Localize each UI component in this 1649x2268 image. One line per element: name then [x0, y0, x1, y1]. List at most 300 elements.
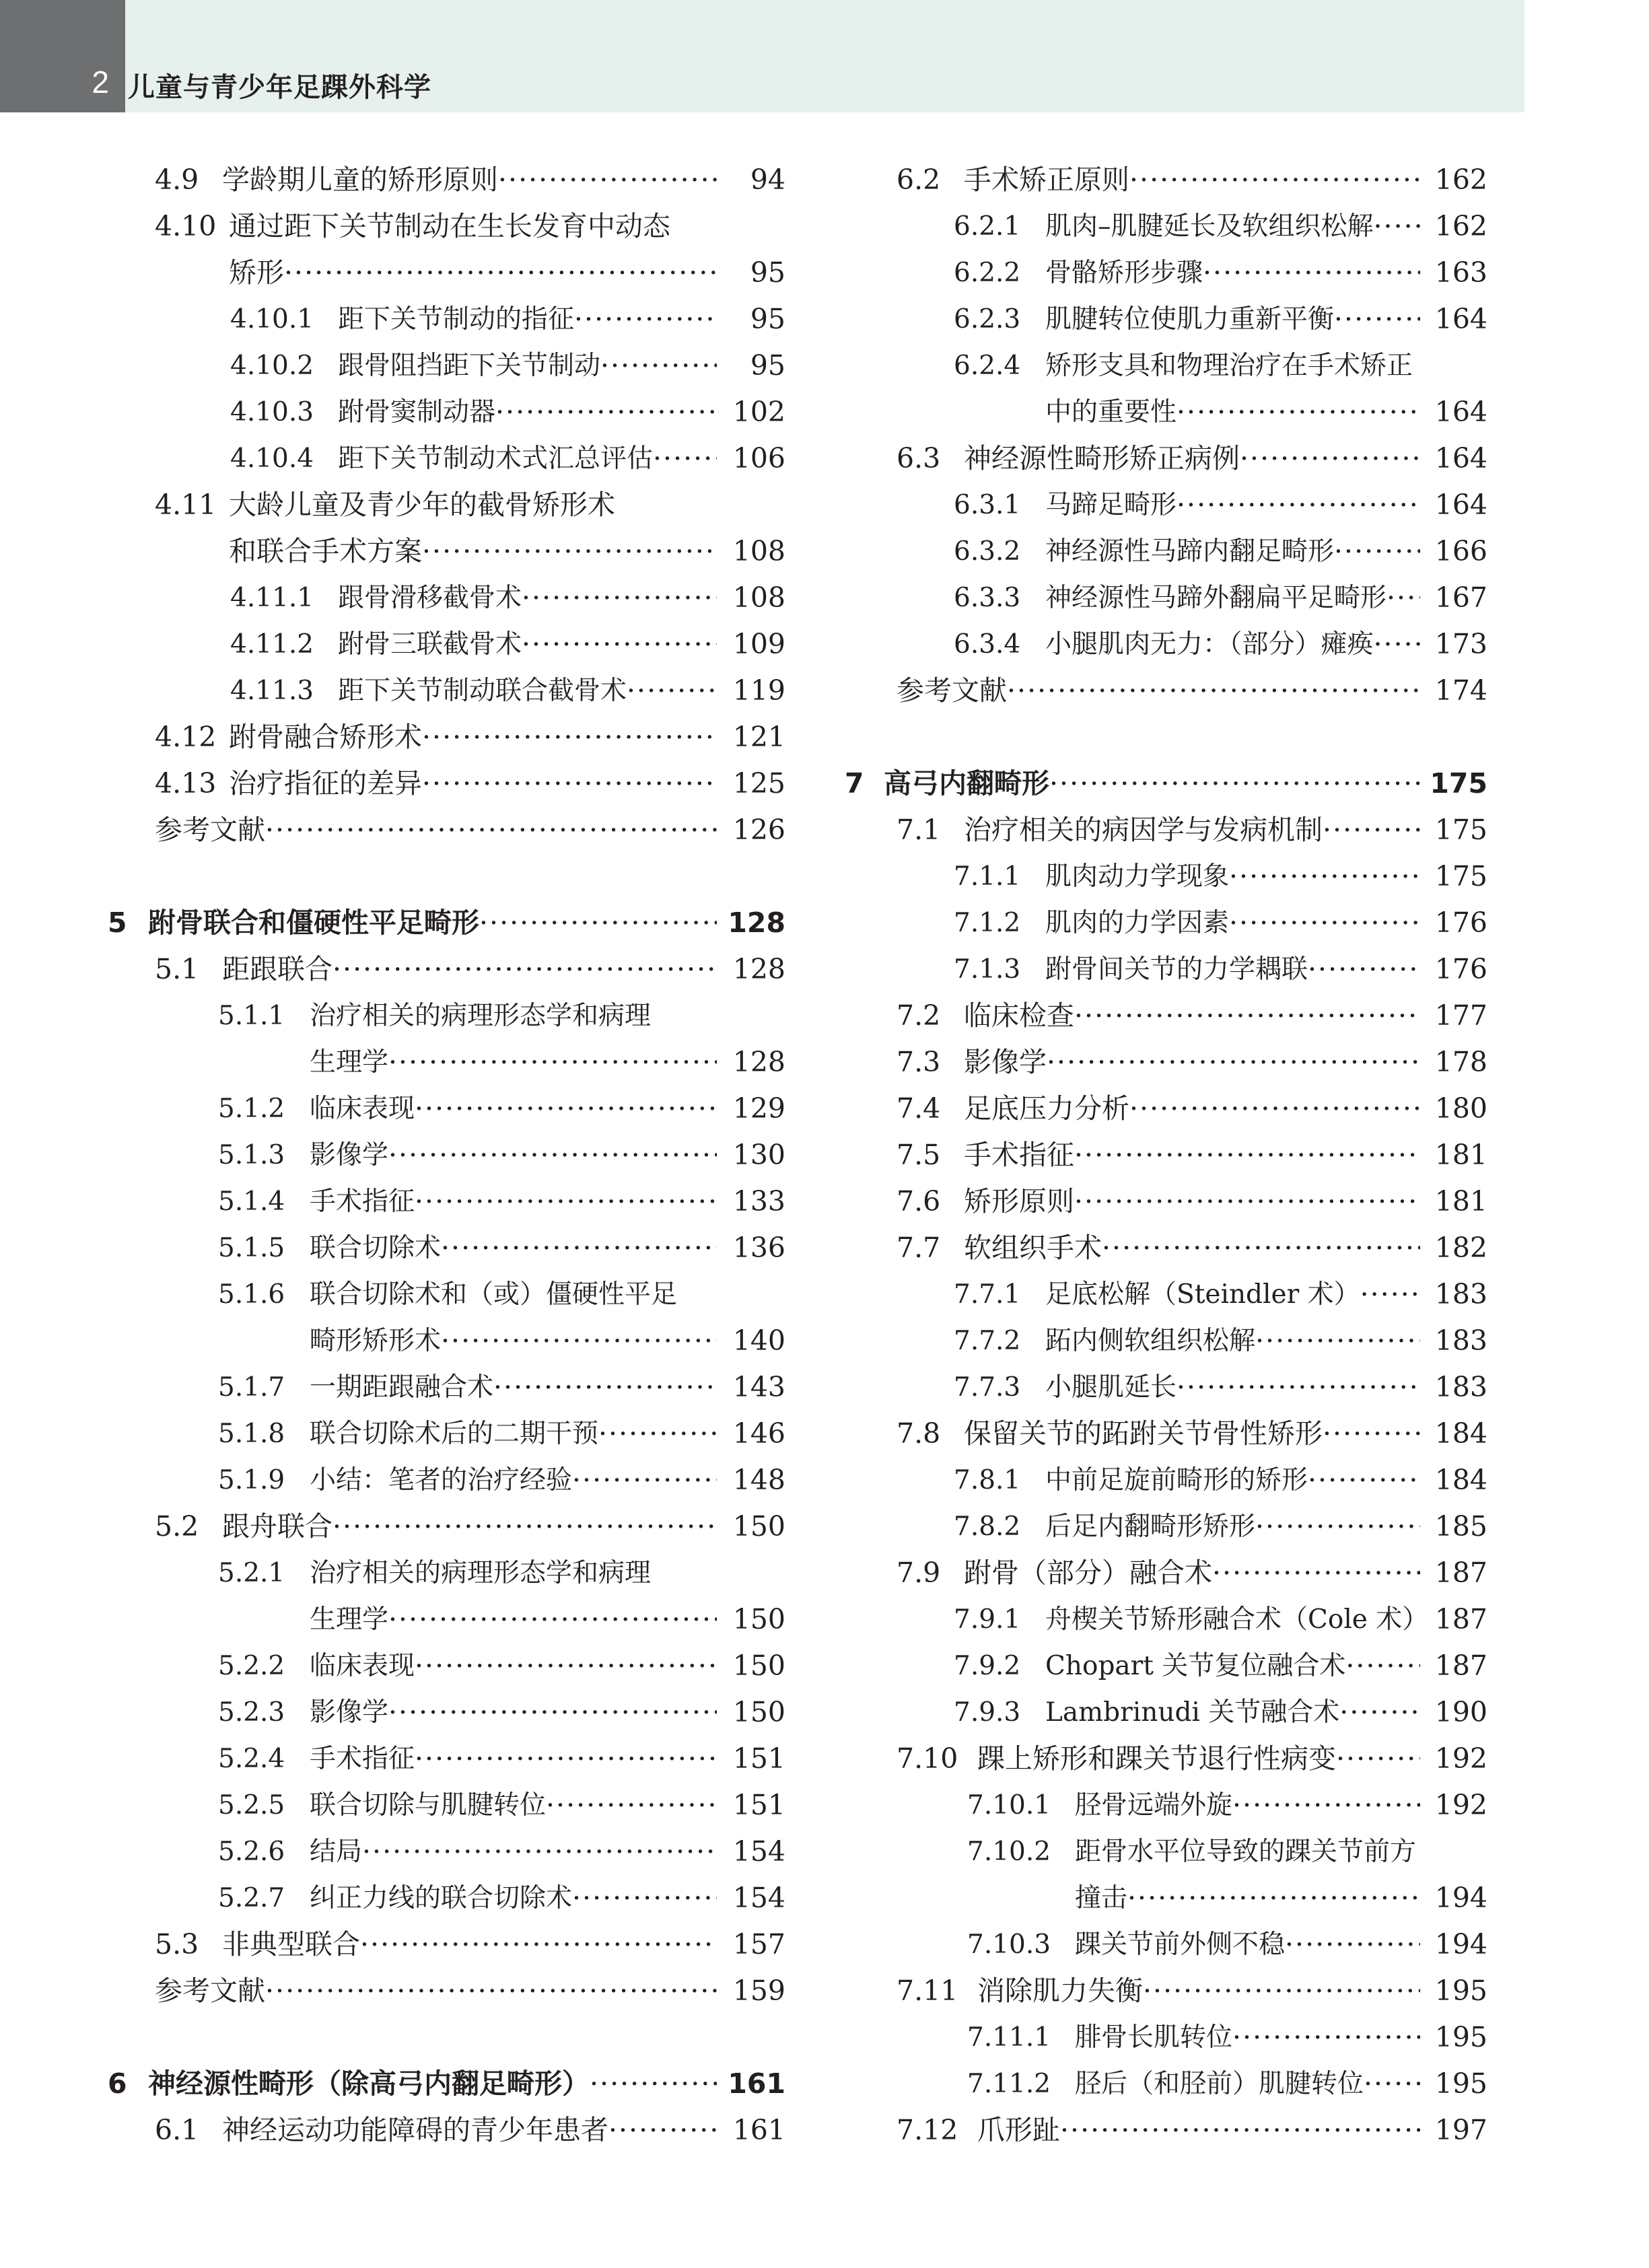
toc-entry-number: 6 [108, 2067, 127, 2100]
toc-entry-page: 121 [732, 721, 785, 753]
toc-entry-title: 生理学 [310, 1604, 389, 1635]
toc-entry [851, 157, 1491, 203]
toc-entry-title-row [229, 760, 717, 807]
toc-entry-page: 143 [732, 1371, 785, 1403]
toc-entry-page: 175 [1434, 860, 1487, 892]
toc-entry [851, 807, 1491, 853]
toc-entry-title-row [964, 1086, 1420, 1132]
toc-entry-title: 参考文献 [155, 1975, 265, 2007]
toc-entry-title-row [964, 1178, 1420, 1225]
toc-entry-title: 大龄儿童及青少年的截骨矫形术 [229, 489, 615, 521]
toc-entry-number: 7.1 [897, 814, 941, 846]
toc-entry-number: 7.10.2 [967, 1837, 1051, 1867]
dot-leader [1232, 2014, 1420, 2061]
toc-entry [114, 1875, 787, 1921]
toc-entry-title: 跗骨三联截骨术 [338, 629, 522, 660]
toc-entry-page: 194 [1434, 1882, 1487, 1914]
toc-entry-number: 7.7.2 [954, 1326, 1021, 1356]
toc-entry-title-row [310, 1225, 717, 1271]
toc-entry-number: 7.10.3 [967, 1929, 1051, 1960]
toc-entry-number: 7.11.2 [967, 2069, 1051, 2099]
dot-leader [572, 1875, 717, 1921]
toc-entry-number: 4.10.4 [230, 444, 314, 474]
toc-entry-page: 180 [1434, 1092, 1487, 1125]
toc-entry-title: 马蹄足畸形 [1045, 490, 1177, 520]
toc-entry-title-row [964, 1411, 1420, 1457]
toc-entry [851, 621, 1491, 668]
toc-entry-title: 后足内翻畸形矫形 [1045, 1512, 1256, 1542]
toc-entry [114, 714, 787, 760]
toc-entry-title-row [310, 1178, 717, 1225]
dot-leader [572, 1457, 717, 1503]
toc-entry-title: 跟骨滑移截骨术 [338, 583, 522, 613]
toc-entry [851, 900, 1491, 946]
dot-leader [1177, 1364, 1420, 1411]
toc-entry-number: 5.1.7 [218, 1372, 285, 1403]
toc-entry [851, 343, 1491, 389]
toc-entry [851, 1921, 1491, 1968]
toc-entry-title-row [964, 807, 1420, 853]
toc-entry-page: 102 [732, 396, 785, 428]
dot-leader [388, 1039, 717, 1086]
toc-entry-page: 162 [1434, 210, 1487, 242]
toc-entry-title: 治疗指征的差异 [229, 767, 422, 800]
toc-entry [851, 250, 1491, 296]
toc-entry-title-row [1045, 1364, 1420, 1411]
toc-entry-number: 4.11 [155, 489, 217, 521]
toc-entry-title: 影像学 [964, 1046, 1047, 1078]
toc-entry-title-row [1045, 1596, 1429, 1643]
toc-entry-number: 7.11 [897, 1975, 958, 2007]
toc-entry-number: 5.2.3 [218, 1697, 285, 1728]
toc-entry [851, 1086, 1491, 1132]
toc-entry-title-row [310, 1596, 717, 1643]
toc-entry [114, 668, 787, 714]
dot-leader [546, 1782, 717, 1829]
toc-entry-title: 跗骨（部分）融合术 [964, 1557, 1212, 1589]
toc-entry-number: 4.10.2 [230, 351, 314, 381]
dot-leader [415, 1643, 717, 1689]
toc-entry-number: 5.1.3 [218, 1140, 285, 1170]
toc-entry-title-row [964, 1550, 1420, 1596]
toc-entry [851, 1736, 1491, 1782]
toc-entry [851, 2061, 1491, 2107]
toc-references-entry [851, 668, 1491, 714]
toc-entry-title: 小腿肌肉无力：（部分）瘫痪 [1045, 629, 1374, 660]
dot-leader [1374, 621, 1420, 668]
toc-entry-page: 192 [1434, 1742, 1487, 1775]
toc-entry-title: 手术指征 [964, 1139, 1074, 1171]
toc-entry-number: 6.3.4 [954, 629, 1021, 660]
toc-entry-page: 109 [732, 628, 785, 660]
toc-entry-number: 6.3.2 [954, 536, 1021, 567]
toc-entry-number: 5.2 [155, 1510, 199, 1543]
toc-entry-title: 影像学 [310, 1140, 389, 1170]
toc-entry-title: 和联合手术方案 [229, 535, 422, 567]
toc-entry-title: 矫形原则 [964, 1185, 1074, 1217]
toc-entry [851, 1550, 1491, 1596]
toc-entry-page: 197 [1434, 2114, 1487, 2146]
toc-entry-page: 187 [1434, 1603, 1487, 1635]
toc-entry-title-row [222, 946, 717, 993]
dot-leader [590, 2061, 717, 2107]
section-spacer [851, 714, 1491, 760]
toc-entry-title-row [1045, 1457, 1420, 1503]
toc-entry-page: 106 [732, 442, 785, 474]
toc-entry-page: 150 [732, 1696, 785, 1728]
toc-entry-number: 5 [108, 907, 127, 939]
toc-entry-title-row [1045, 900, 1420, 946]
toc-entry-number: 5.2.4 [218, 1744, 285, 1774]
toc-entry-title: 通过距下关节制动在生长发育中动态 [229, 210, 670, 242]
toc-entry-page: 175 [1434, 814, 1487, 846]
toc-entry [851, 1364, 1491, 1411]
toc-entry-page: 136 [732, 1232, 785, 1264]
dot-leader [1143, 1968, 1420, 2014]
toc-entry-title: 矫形支具和物理治疗在手术矫正 [1045, 351, 1413, 381]
dot-leader [1364, 2061, 1420, 2107]
toc-entry-title: 跗骨融合矫形术 [229, 721, 422, 753]
toc-entry [851, 2107, 1491, 2154]
toc-entry-title: 一期距跟融合术 [310, 1372, 494, 1403]
toc-entry [851, 993, 1491, 1039]
toc-entry-title-row [977, 1736, 1420, 1782]
toc-entry-page: 108 [732, 535, 785, 567]
toc-entry-page: 159 [732, 1975, 785, 2007]
toc-entry-title-row [1075, 2014, 1420, 2061]
book-title: 儿童与青少年足踝外科学 [128, 72, 431, 103]
toc-entry-title: 跟骨阻挡距下关节制动 [338, 351, 601, 381]
toc-entry-title-row [1075, 1829, 1491, 1875]
toc-entry-page: 190 [1434, 1696, 1487, 1728]
toc-entry-page: 174 [1434, 674, 1487, 707]
toc-entry-number: 4.9 [155, 164, 199, 196]
toc-entry [851, 1225, 1491, 1271]
toc-entry-title: 踝上矫形和踝关节退行性病变 [977, 1742, 1336, 1775]
dot-leader [415, 1178, 717, 1225]
dot-leader [284, 250, 717, 296]
dot-leader [1374, 203, 1420, 250]
toc-entry-title: 保留关节的跖跗关节骨性矫形 [964, 1417, 1323, 1450]
dot-leader [422, 714, 717, 760]
toc-entry-page: 184 [1434, 1417, 1487, 1450]
dot-leader [598, 1411, 717, 1457]
dot-leader [1285, 1921, 1420, 1968]
toc-entry-page: 176 [1434, 953, 1487, 985]
toc-entry-page: 148 [732, 1464, 785, 1496]
toc-entry-page: 128 [732, 953, 785, 985]
toc-entry-title-row [1045, 528, 1420, 575]
section-spacer [114, 853, 787, 900]
toc-entry-page: 151 [732, 1742, 785, 1775]
toc-entry [114, 1550, 787, 1596]
toc-entry-title: 临床检查 [964, 999, 1074, 1032]
toc-entry-title: 中前足旋前畸形的矫形 [1045, 1465, 1308, 1495]
toc-entry-page: 128 [728, 907, 785, 939]
toc-entry-title-row [1045, 1503, 1420, 1550]
toc-entry-title: 距骨水平位导致的踝关节前方 [1075, 1837, 1417, 1867]
toc-entry [114, 528, 787, 575]
toc-entry-number: 4.10.3 [230, 397, 314, 427]
toc-entry-number: 7.11.1 [967, 2022, 1051, 2053]
toc-entry-page: 108 [732, 581, 785, 614]
toc-entry-title: 临床表现 [310, 1094, 415, 1124]
dot-leader [498, 157, 717, 203]
page-number: 2 [0, 0, 125, 112]
toc-entry-number: 7.10.1 [967, 1790, 1051, 1820]
toc-entry-title: 踝关节前外侧不稳 [1075, 1929, 1286, 1960]
toc-entry-number: 7.9.2 [954, 1651, 1021, 1681]
toc-entry [114, 1596, 787, 1643]
toc-entry-title: 撞击 [1075, 1883, 1128, 1913]
toc-entry-number: 5.2.7 [218, 1883, 285, 1913]
toc-entry-title-row [1075, 1875, 1420, 1921]
toc-entry [851, 1503, 1491, 1550]
toc-entry-page: 181 [1434, 1139, 1487, 1171]
toc-entry-title-row [964, 1132, 1420, 1178]
toc-entry-title: 舟楔关节矫形融合术（Cole 术） [1045, 1604, 1429, 1635]
toc-entry-page: 167 [1434, 581, 1487, 614]
toc-entry-page: 175 [1430, 767, 1487, 800]
toc-entry-title-row [310, 1782, 717, 1829]
toc-entry-page: 151 [732, 1789, 785, 1821]
toc-entry-title-row [1075, 2061, 1420, 2107]
toc-chapter-entry [108, 2061, 787, 2107]
toc-entry [114, 1689, 787, 1736]
dot-leader [479, 900, 717, 946]
toc-entry-number: 4.13 [155, 767, 217, 800]
toc-entry-title-row [1045, 853, 1420, 900]
toc-entry-page: 195 [1434, 2067, 1487, 2100]
toc-entry-title-row [338, 343, 717, 389]
toc-entry [114, 1364, 787, 1411]
dot-leader [1232, 1782, 1420, 1829]
toc-entry-title-row [310, 1550, 787, 1596]
toc-entry-number: 5.3 [155, 1928, 199, 1960]
toc-entry-page: 182 [1434, 1232, 1487, 1264]
toc-entry-title-row [1045, 250, 1420, 296]
toc-entry-title: 治疗相关的病理形态学和病理 [310, 1558, 652, 1588]
toc-entry-title-row [1045, 1643, 1420, 1689]
toc-entry-page: 150 [732, 1603, 785, 1635]
toc-entry-title-row [229, 714, 717, 760]
toc-entry-title-row [1045, 1689, 1420, 1736]
toc-entry-title: 神经源性畸形矫正病例 [964, 442, 1240, 474]
toc-entry [114, 946, 787, 993]
toc-entry-title-row [964, 993, 1420, 1039]
toc-entry-title: 手术矫正原则 [964, 164, 1129, 196]
toc-entry [114, 1829, 787, 1875]
toc-entry-page: 133 [732, 1185, 785, 1217]
toc-entry-title: 学龄期儿童的矫形原则 [222, 164, 498, 196]
toc-entry-title: Lambrinudi 关节融合术 [1045, 1697, 1340, 1728]
toc-entry-title-row [222, 1921, 717, 1968]
toc-entry [114, 1132, 787, 1178]
toc-entry-title: 跗骨间关节的力学耦联 [1045, 954, 1308, 985]
toc-entry-number: 4.10 [155, 210, 217, 242]
toc-entry-title-row [338, 575, 717, 621]
toc-right-column [845, 157, 1491, 2154]
toc-entry [851, 1968, 1491, 2014]
toc-entry-page: 150 [732, 1650, 785, 1682]
toc-entry [851, 435, 1491, 482]
toc-entry-number: 5.2.5 [218, 1790, 285, 1820]
toc-entry [851, 575, 1491, 621]
toc-entry-title-row [310, 1875, 717, 1921]
toc-entry-page: 154 [732, 1882, 785, 1914]
toc-entry-title-row [1045, 946, 1420, 993]
toc-entry-page: 129 [732, 1092, 785, 1125]
toc-entry-title: 胫骨远端外旋 [1075, 1790, 1233, 1820]
toc-entry-page: 187 [1434, 1650, 1487, 1682]
toc-entry-title-row [1045, 296, 1420, 343]
toc-entry [851, 1643, 1491, 1689]
toc-entry-page: 194 [1434, 1928, 1487, 1960]
toc-entry-page: 146 [732, 1417, 785, 1450]
toc-entry [114, 1411, 787, 1457]
toc-entry [114, 1086, 787, 1132]
toc-entry-title-row [148, 2061, 717, 2107]
toc-entry-page: 161 [732, 2114, 785, 2146]
toc-entry [114, 1225, 787, 1271]
toc-entry [114, 1503, 787, 1550]
toc-entry-page: 184 [1434, 1464, 1487, 1496]
toc-entry-title-row [338, 296, 717, 343]
dot-leader [1308, 946, 1420, 993]
toc-entry-title: 跗骨窦制动器 [338, 397, 496, 427]
toc-entry [851, 1596, 1491, 1643]
toc-entry-title: 参考文献 [155, 814, 265, 846]
toc-entry [851, 1689, 1491, 1736]
toc-entry-title: 结局 [310, 1837, 363, 1867]
dot-leader [1229, 853, 1420, 900]
dot-leader [1129, 157, 1420, 203]
toc-references-entry [114, 807, 787, 853]
toc-entry-page: 126 [732, 814, 785, 846]
toc-entry-page: 192 [1434, 1789, 1487, 1821]
dot-leader [1074, 1178, 1420, 1225]
toc-entry-page: 166 [1434, 535, 1487, 567]
dot-leader [627, 668, 717, 714]
toc-entry [114, 1039, 787, 1086]
dot-leader [1177, 482, 1420, 528]
toc-entry-number: 6.2.1 [954, 211, 1021, 242]
dot-leader [600, 343, 717, 389]
toc-entry-number: 5.1 [155, 953, 199, 985]
toc-entry-number: 6.2.3 [954, 304, 1021, 334]
dot-leader [1007, 668, 1420, 714]
toc-entry [114, 435, 787, 482]
toc-entry [851, 203, 1491, 250]
dot-leader [265, 1968, 717, 2014]
toc-entry-number: 4.10.1 [230, 304, 314, 334]
toc-entry [114, 760, 787, 807]
dot-leader [495, 389, 717, 435]
toc-entry-number: 6.2 [897, 164, 941, 196]
toc-entry [851, 1875, 1491, 1921]
toc-entry [114, 621, 787, 668]
toc-entry-title-row [1075, 1782, 1420, 1829]
dot-leader [388, 1689, 717, 1736]
toc-entry-title-row [310, 1736, 717, 1782]
dot-leader [1212, 1550, 1420, 1596]
toc-entry-number: 7.9.3 [954, 1697, 1021, 1728]
toc-entry-page: 185 [1434, 1510, 1487, 1543]
toc-entry-title: 联合切除与肌腱转位 [310, 1790, 547, 1820]
toc-entry-title-row [884, 760, 1420, 807]
toc-entry-title-row [964, 1225, 1420, 1271]
toc-entry [114, 1271, 787, 1318]
toc-entry-number: 5.2.6 [218, 1837, 285, 1867]
toc-entry-title: 消除肌力失衡 [977, 1975, 1143, 2007]
toc-entry [114, 1736, 787, 1782]
toc-entry-page: 154 [732, 1835, 785, 1868]
toc-entry-title: 足底压力分析 [964, 1092, 1129, 1125]
toc-entry [114, 482, 787, 528]
toc-references-entry [114, 1968, 787, 2014]
toc-entry-title: 治疗相关的病因学与发病机制 [964, 814, 1323, 846]
toc-entry-title-row [1045, 1271, 1420, 1318]
dot-leader [1127, 1875, 1420, 1921]
toc-entry-page: 119 [732, 674, 785, 707]
toc-entry-page: 183 [1434, 1278, 1487, 1310]
dot-leader [362, 1829, 717, 1875]
toc-entry-title-row [1045, 389, 1420, 435]
toc-entry [114, 296, 787, 343]
toc-entry-number: 7.12 [897, 2114, 958, 2146]
dot-leader [1047, 1039, 1420, 1086]
toc-entry-number: 7.7 [897, 1232, 941, 1264]
toc-entry-page: 177 [1434, 999, 1487, 1032]
toc-entry-title-row [1045, 575, 1420, 621]
toc-entry-title: 神经源性马蹄外翻扁平足畸形 [1045, 583, 1387, 613]
toc-entry-title-row [310, 1457, 717, 1503]
toc-entry-number: 7.8 [897, 1417, 941, 1450]
toc-entry-title: 联合切除术和（或）僵硬性平足 [310, 1279, 678, 1310]
dot-leader [1229, 900, 1420, 946]
toc-entry [851, 1271, 1491, 1318]
toc-entry-title: 畸形矫形术 [310, 1326, 442, 1356]
toc-entry-title-row [222, 1503, 717, 1550]
toc-entry [114, 1643, 787, 1689]
dot-leader [493, 1364, 717, 1411]
toc-entry-title: 参考文献 [897, 674, 1007, 707]
toc-entry-page: 195 [1434, 2021, 1487, 2053]
toc-entry-title: 神经运动功能障碍的青少年患者 [222, 2114, 608, 2146]
dot-leader [1387, 575, 1420, 621]
toc-entry-title: 高弓内翻畸形 [884, 767, 1049, 800]
toc-entry-page: 130 [732, 1139, 785, 1171]
toc-left-column [108, 157, 787, 2154]
toc-entry-number: 7.1.1 [954, 861, 1021, 892]
toc-entry [851, 1457, 1491, 1503]
toc-entry-title: 腓骨长肌转位 [1075, 2022, 1233, 2053]
toc-entry-number: 5.1.6 [218, 1279, 285, 1310]
dot-leader [1339, 1689, 1420, 1736]
dot-leader [1323, 807, 1420, 853]
toc-entry-title-row [1045, 1318, 1420, 1364]
toc-entry-page: 157 [732, 1928, 785, 1960]
dot-leader [388, 1596, 717, 1643]
toc-entry-number: 6.2.2 [954, 258, 1021, 288]
toc-entry-number: 5.2.1 [218, 1558, 285, 1588]
dot-leader [415, 1736, 717, 1782]
toc-entry-title: 手术指征 [310, 1186, 415, 1217]
toc-entry [851, 946, 1491, 993]
dot-leader [1308, 1457, 1420, 1503]
toc-entry-title: 矫形 [229, 256, 284, 289]
toc-entry-page: 178 [1434, 1046, 1487, 1078]
